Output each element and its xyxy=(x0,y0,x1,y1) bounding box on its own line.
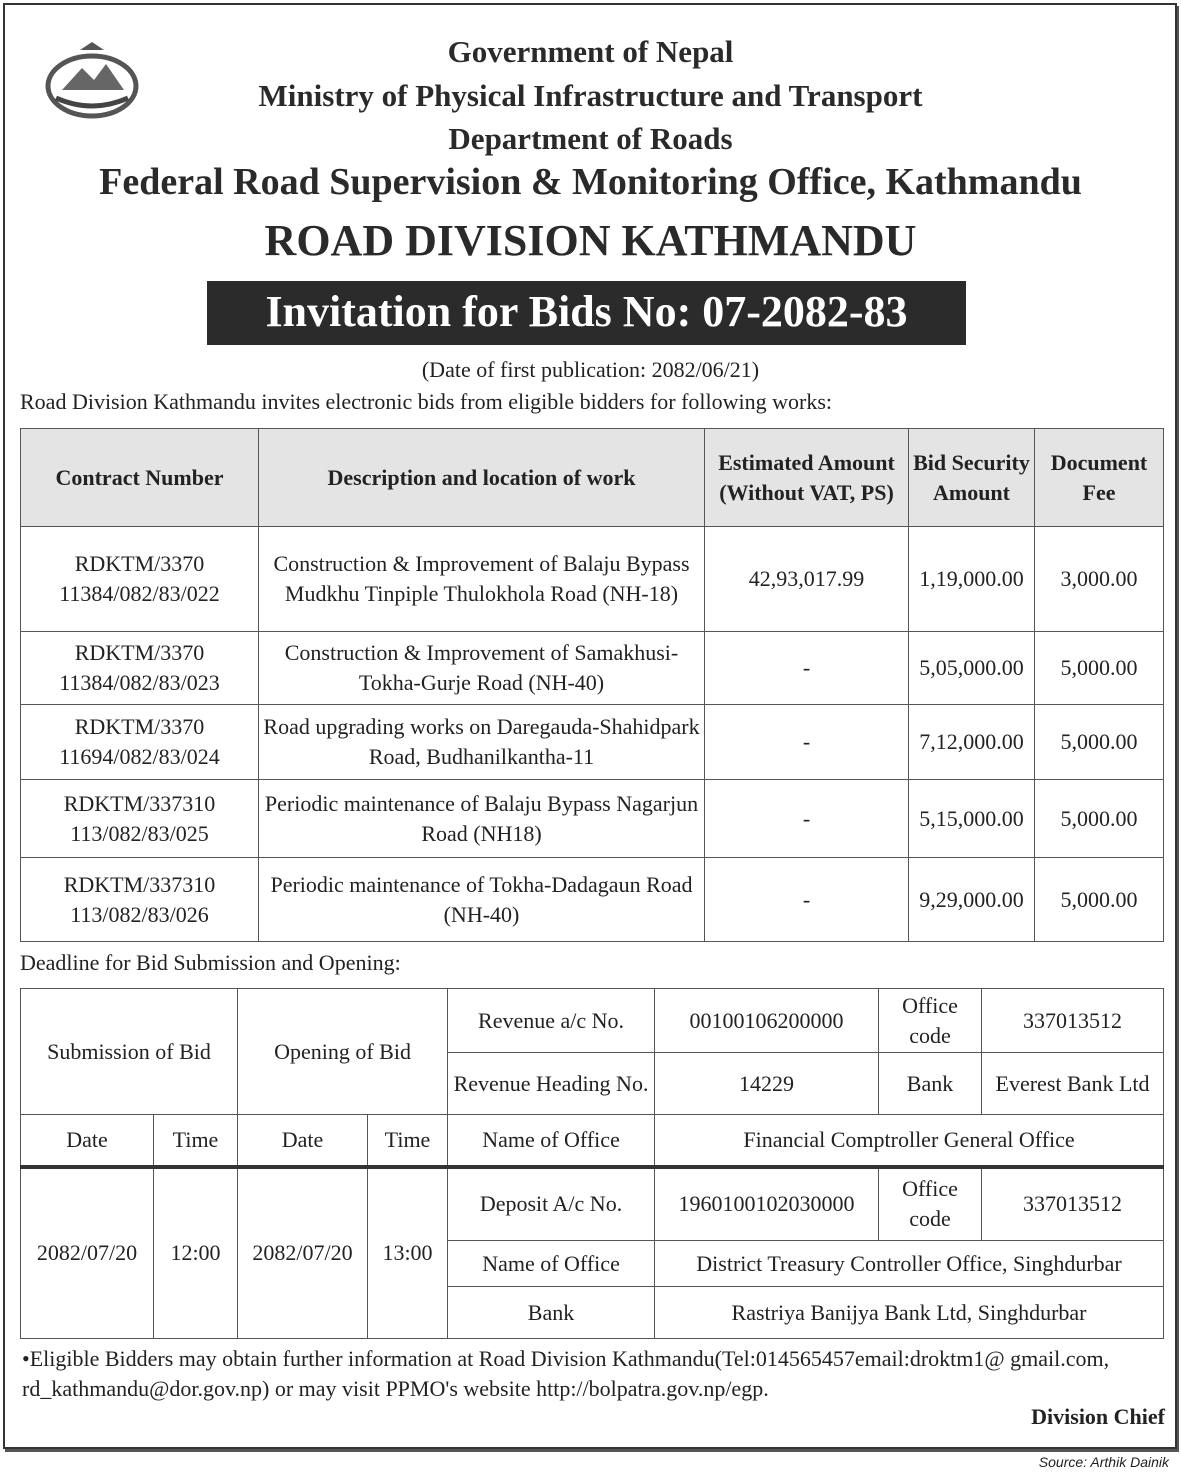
document-fee: 5,000.00 xyxy=(1035,780,1164,858)
office-code-value: 337013512 xyxy=(982,989,1164,1053)
submission-date-label: Date xyxy=(21,1115,154,1167)
revenue-heading-value: 14229 xyxy=(655,1053,879,1115)
deadline-table xyxy=(20,988,1164,1339)
deposit-ac-value: 1960100102030000 xyxy=(655,1167,879,1241)
submission-time-label: Time xyxy=(154,1115,238,1167)
document-fee: 5,000.00 xyxy=(1035,705,1164,780)
bank-value: Everest Bank Ltd xyxy=(982,1053,1164,1115)
publication-date: (Date of first publication: 2082/06/21) xyxy=(421,357,760,382)
bid-security: 7,12,000.00 xyxy=(909,705,1035,780)
bid-security: 1,19,000.00 xyxy=(909,527,1035,632)
revenue-ac-label: Revenue a/c No. xyxy=(448,989,655,1053)
revenue-heading-label: Revenue Heading No. xyxy=(448,1053,655,1115)
header-department: Department of Roads xyxy=(448,121,733,156)
description: Periodic maintenance of Tokha-Dadagaun Road (NH-40) xyxy=(259,858,705,942)
submission-date: 2082/07/20 xyxy=(21,1167,154,1339)
document-fee: 5,000.00 xyxy=(1035,632,1164,705)
description: Construction & Improvement of Samakhusi-Tokha-Gurje Road (NH-40) xyxy=(259,632,705,705)
description: Road upgrading works on Daregauda-Shahidpark Road, Budhanilkantha-11 xyxy=(259,705,705,780)
document-fee: 5,000.00 xyxy=(1035,858,1164,942)
table-row xyxy=(21,527,1164,632)
intro-text: Road Division Kathmandu invites electronic bids from eligible bidders for following works: xyxy=(20,389,833,414)
header-government: Government of Nepal xyxy=(447,34,734,69)
submission-of-bid-label: Submission of Bid xyxy=(21,989,238,1115)
bank-value: Rastriya Banijya Bank Ltd, Singhdurbar xyxy=(655,1287,1164,1339)
bank-label: Bank xyxy=(879,1053,982,1115)
opening-of-bid-label: Opening of Bid xyxy=(238,989,448,1115)
col-estimated-amount: Estimated Amount (Without VAT, PS) xyxy=(705,429,909,527)
table-row xyxy=(21,858,1164,942)
col-bid-security: Bid Security Amount xyxy=(909,429,1035,527)
source-credit: Source: Arthik Dainik xyxy=(1038,1454,1169,1470)
table-row xyxy=(21,780,1164,858)
submission-time: 12:00 xyxy=(154,1167,238,1339)
name-of-office-value: Financial Comptroller General Office xyxy=(655,1115,1164,1167)
bank-label: Bank xyxy=(448,1287,655,1339)
footer-note: •Eligible Bidders may obtain further information at Road Division Kathmandu(Tel:014565457email:droktm1@ gmail.com, rd_kathmandu@dor.gov.np) or may visit PPMO's website http://bolpatra.gov.np/egp. xyxy=(22,1346,1110,1401)
name-of-office-label: Name of Office xyxy=(448,1241,655,1287)
estimated-amount: - xyxy=(705,632,909,705)
contract-number: RDKTM/3370 11384/082/83/023 xyxy=(21,632,259,705)
header-ministry: Ministry of Physical Infrastructure and Transport xyxy=(258,78,923,113)
table-row xyxy=(21,632,1164,705)
estimated-amount: 42,93,017.99 xyxy=(705,527,909,632)
name-of-office-label: Name of Office xyxy=(448,1115,655,1167)
estimated-amount: - xyxy=(705,780,909,858)
revenue-ac-value: 00100106200000 xyxy=(655,989,879,1053)
contract-number: RDKTM/337310 113/082/83/026 xyxy=(21,858,259,942)
office-code-label: Office code xyxy=(879,1167,982,1241)
opening-date-label: Date xyxy=(238,1115,368,1167)
bid-security: 5,15,000.00 xyxy=(909,780,1035,858)
deadline-title: Deadline for Bid Submission and Opening: xyxy=(20,950,401,975)
office-code-label: Office code xyxy=(879,989,982,1053)
document-fee: 3,000.00 xyxy=(1035,527,1164,632)
table-row xyxy=(21,705,1164,780)
col-contract-number: Contract Number xyxy=(21,429,259,527)
estimated-amount: - xyxy=(705,858,909,942)
contract-number: RDKTM/3370 11384/082/83/022 xyxy=(21,527,259,632)
works-table xyxy=(20,428,1164,942)
bid-security: 9,29,000.00 xyxy=(909,858,1035,942)
table-header-row xyxy=(21,429,1164,527)
office-code-value: 337013512 xyxy=(982,1167,1164,1241)
header-office: Federal Road Supervision & Monitoring Office, Kathmandu xyxy=(99,161,1082,203)
bid-security: 5,05,000.00 xyxy=(909,632,1035,705)
col-description: Description and location of work xyxy=(259,429,705,527)
opening-date: 2082/07/20 xyxy=(238,1167,368,1339)
signature: Division Chief xyxy=(1031,1404,1165,1429)
ifb-title: Invitation for Bids No: 07-2082-83 xyxy=(207,281,966,345)
description: Construction & Improvement of Balaju Bypass Mudkhu Tinpiple Thulokhola Road (NH-18) xyxy=(259,527,705,632)
header-division: ROAD DIVISION KATHMANDU xyxy=(264,216,917,265)
deposit-ac-label: Deposit A/c No. xyxy=(448,1167,655,1241)
name-of-office-value: District Treasury Controller Office, Singhdurbar xyxy=(655,1241,1164,1287)
estimated-amount: - xyxy=(705,705,909,780)
contract-number: RDKTM/3370 11694/082/83/024 xyxy=(21,705,259,780)
opening-time-label: Time xyxy=(368,1115,448,1167)
col-document-fee: Document Fee xyxy=(1035,429,1164,527)
opening-time: 13:00 xyxy=(368,1167,448,1339)
description: Periodic maintenance of Balaju Bypass Nagarjun Road (NH18) xyxy=(259,780,705,858)
contract-number: RDKTM/337310 113/082/83/025 xyxy=(21,780,259,858)
